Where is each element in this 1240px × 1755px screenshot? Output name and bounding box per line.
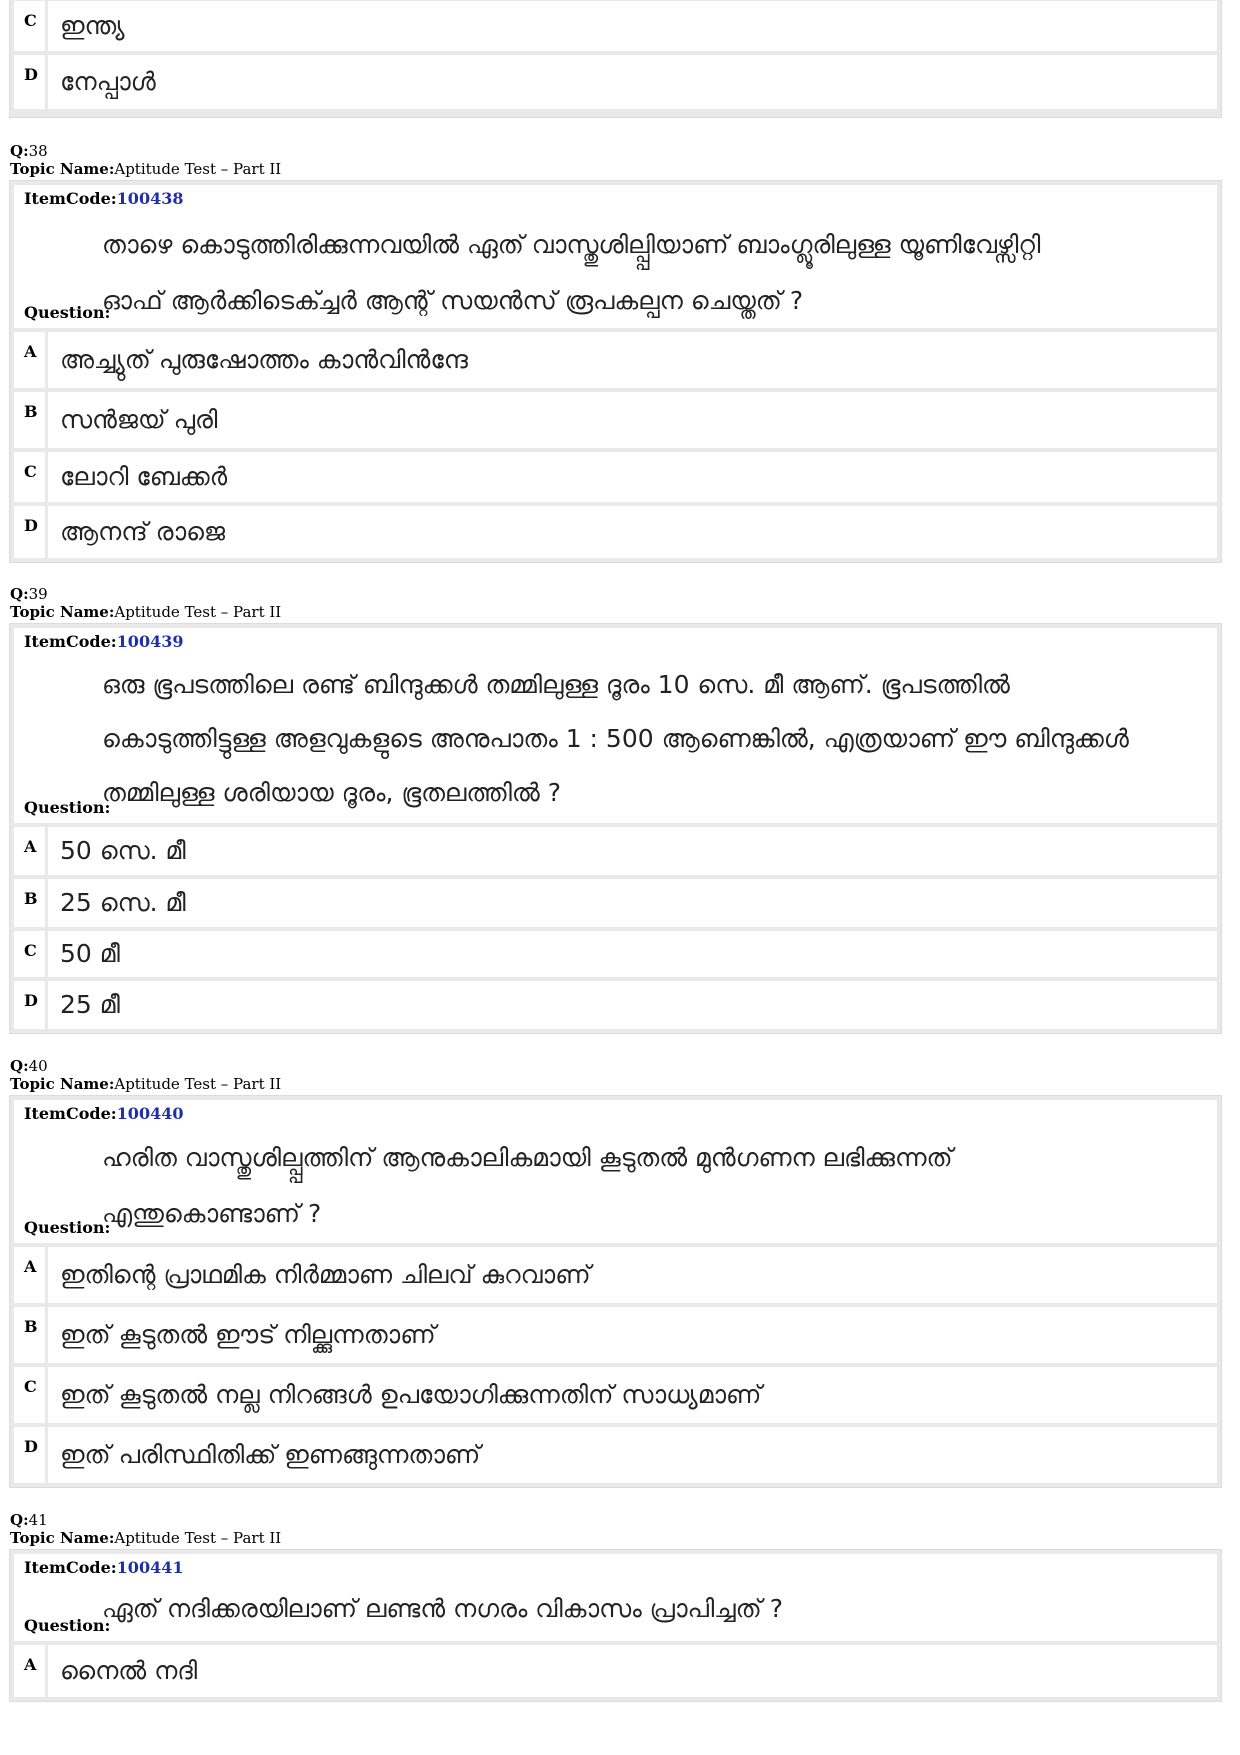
option-text: അച്ച്യുത് പുരുഷോത്തം കാൻവിൻന്ദേ [60,345,468,374]
option-text: സൻജയ് പുരി [60,405,218,434]
option-row[interactable] [14,931,1217,977]
question-label: Question: [24,1616,111,1635]
option-row[interactable] [14,332,1217,388]
option-row[interactable] [14,1427,1217,1483]
option-row[interactable] [14,981,1217,1029]
item-code: ItemCode:100441 [24,1558,184,1577]
option-letter: B [14,879,48,927]
option-row[interactable] [14,392,1217,448]
option-text: 25 സെ. മീ [60,888,186,917]
option-text: ആനന്ദ് രാജെ [60,517,226,546]
question-text: ഒരു ഭൂപടത്തിലെ രണ്ട് ബിന്ദുക്കൾ തമ്മിലുള്ള ദൂരം 10 സെ. മീ ആണ്. ഭൂപടത്തിൽ കൊടുത്തിട്ടുള്ള അളവുകളുടെ അനുപാതം 1 : 500 ആണെങ്കിൽ, എത്രയാണ് ഈ ബിന്ദുക്കൾ തമ്മിലുള്ള ശരിയായ ദൂരം, ഭൂതലത്തിൽ ? [102,670,1129,807]
option-letter: D [14,506,48,558]
topic-name: Topic Name:Aptitude Test – Part II [10,1075,282,1093]
option-letter: B [14,1307,48,1363]
question-text: താഴെ കൊടുത്തിരിക്കുന്നവയിൽ ഏത് വാസ്തുശില്പ്പിയാണ് ബാംഗ്ലൂരിലുള്ള യൂണിവേഴ്സിറ്റി ഓഫ് ആർക്കിടെക്ച്ചർ ആന്റ് സയൻസ് രൂപകല്പന ചെയ്തത് ? [102,230,1041,315]
option-letter: C [14,452,48,502]
question-header [14,1554,1217,1641]
question-label: Question: [24,798,111,817]
item-code: ItemCode:100438 [24,189,184,208]
option-text: നൈൽ നദി [60,1656,198,1685]
question-text: ഏത് നദിക്കരയിലാണ് ലണ്ടൻ നഗരം വികാസം പ്രാപിച്ചത് ? [102,1594,783,1623]
option-row[interactable] [14,55,1217,109]
question-label: Question: [24,303,111,322]
question-panel [9,180,1222,563]
option-letter: A [14,1247,48,1303]
option-text: ലോറി ബേക്കർ [60,462,228,491]
option-row[interactable] [14,1307,1217,1363]
topic-name: Topic Name:Aptitude Test – Part II [10,603,282,621]
question-label: Question: [24,1218,111,1237]
option-row[interactable] [14,1645,1217,1697]
question-number: Q:39 [10,585,48,603]
option-text: ഇന്ത്യ [60,11,125,40]
option-text: 50 സെ. മീ [60,836,186,865]
question-number: Q:40 [10,1057,48,1075]
option-letter: B [14,392,48,448]
option-row[interactable] [14,1,1217,51]
item-code: ItemCode:100439 [24,632,184,651]
question-panel [9,1549,1222,1702]
option-letter: A [14,827,48,875]
question-header [14,185,1217,328]
option-letter: D [14,55,48,109]
item-code: ItemCode:100440 [24,1104,184,1123]
option-row[interactable] [14,1367,1217,1423]
question-panel [9,623,1222,1034]
question-header [14,628,1217,823]
option-letter: C [14,931,48,977]
question-panel [9,1095,1222,1488]
option-text: 50 മീ [60,939,120,968]
option-text: ഇത് കൂടുതൽ നല്ല നിറങ്ങൾ ഉപയോഗിക്കുന്നതിന് സാധ്യമാണ് [60,1380,762,1409]
option-text: 25 മീ [60,990,120,1019]
topic-name: Topic Name:Aptitude Test – Part II [10,1529,282,1547]
option-letter: C [14,1367,48,1423]
option-letter: A [14,1645,48,1697]
option-row[interactable] [14,452,1217,502]
option-row[interactable] [14,827,1217,875]
option-text: ഇത് കൂടുതൽ ഈട് നില്ക്കുന്നതാണ് [60,1320,436,1349]
option-row[interactable] [14,506,1217,558]
question-header [14,1100,1217,1243]
option-row[interactable] [14,879,1217,927]
question-number: Q:38 [10,142,48,160]
option-text: ഇത് പരിസ്ഥിതിക്ക് ഇണങ്ങുന്നതാണ് [60,1440,481,1469]
question-text: ഹരിത വാസ്തുശില്പ്പത്തിന് ആനുകാലികമായി കൂടുതൽ മുൻഗണന ലഭിക്കുന്നത് എന്തുകൊണ്ടാണ് ? [102,1143,953,1228]
option-row[interactable] [14,1247,1217,1303]
option-letter: D [14,981,48,1029]
option-letter: D [14,1427,48,1483]
carry-over-options-panel [9,0,1222,118]
option-letter: C [14,1,48,51]
option-text: നേപ്പാൾ [60,67,156,96]
question-number: Q:41 [10,1511,48,1529]
topic-name: Topic Name:Aptitude Test – Part II [10,160,282,178]
option-letter: A [14,332,48,388]
option-text: ഇതിന്റെ പ്രാഥമിക നിർമ്മാണ ചിലവ് കുറവാണ് [60,1260,591,1289]
